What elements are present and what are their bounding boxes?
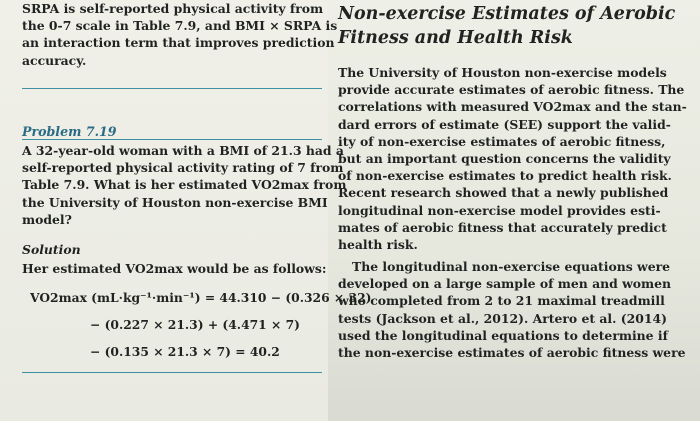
intro-line: SRPA is self-reported physical activity from (22, 1, 324, 16)
solution-intro: Her estimated VO2max would be as follows: (22, 261, 327, 276)
problem-line: self-reported physical activity rating of 7 from (22, 160, 344, 176)
intro-line: the 0-7 scale in Table 7.9, and BMI × SRPA is (22, 18, 338, 34)
paragraph-1 (338, 64, 687, 253)
solution-divider (22, 372, 322, 373)
body-line: used the longitudinal equations to determine if (338, 327, 668, 343)
equation-line-1: VO2max (mL·kg⁻¹·min⁻¹) = 44.310 − (0.326 × 32) (30, 290, 372, 305)
body-line: the non-exercise estimates of aerobic fitness were (338, 345, 686, 361)
problem-line: the University of Houston non-exercise BMI (22, 194, 328, 210)
intro-line: accuracy. (22, 52, 87, 68)
body-line: who completed from 2 to 21 maximal treadmill (338, 293, 665, 309)
body-line: developed on a large sample of men and women (338, 276, 672, 292)
body-line: Recent research showed that a newly published (338, 185, 669, 201)
body-line: of non-exercise estimates to predict health risk. (338, 168, 672, 184)
body-line: health risk. (338, 237, 418, 253)
equation-line-3: − (0.135 × 21.3 × 7) = 40.2 (90, 344, 280, 359)
heading-line: Non-exercise Estimates of Aerobic (338, 4, 676, 24)
body-line: correlations with measured VO2max and the stan- (338, 99, 687, 115)
body-line: longitudinal non-exercise model provides esti- (338, 202, 661, 218)
paragraph-2 (338, 258, 685, 361)
section-divider (22, 88, 322, 89)
body-line: provide accurate estimates of aerobic fitness. The (338, 82, 685, 98)
body-line: The University of Houston non-exercise models (338, 65, 667, 80)
body-line: tests (Jackson et al., 2012). Artero et al. (2014) (338, 310, 667, 326)
body-line: but an important question concerns the validity (338, 151, 671, 167)
problem-underline (22, 139, 322, 140)
right-column (328, 0, 700, 421)
problem-line: model? (22, 211, 72, 227)
section-heading (338, 2, 675, 50)
problem-line: A 32-year-old woman with a BMI of 21.3 had a (22, 143, 344, 158)
problem-title: Problem 7.19 (22, 124, 117, 139)
body-line: mates of aerobic fitness that accurately predict (338, 219, 667, 235)
body-line: dard errors of estimate (SEE) support the valid- (338, 116, 671, 132)
heading-line: Fitness and Health Risk (338, 28, 573, 48)
solution-title: Solution (22, 242, 81, 257)
equation-line-2: − (0.227 × 21.3) + (4.471 × 7) (90, 317, 300, 332)
body-line: ity of non-exercise estimates of aerobic fitness, (338, 133, 666, 149)
problem-line: Table 7.9. What is her estimated VO2max from (22, 177, 347, 193)
body-line: The longitudinal non-exercise equations were (352, 259, 671, 274)
problem-text (22, 142, 346, 228)
intro-line: an interaction term that improves prediction (22, 35, 335, 51)
intro-paragraph (22, 0, 337, 69)
